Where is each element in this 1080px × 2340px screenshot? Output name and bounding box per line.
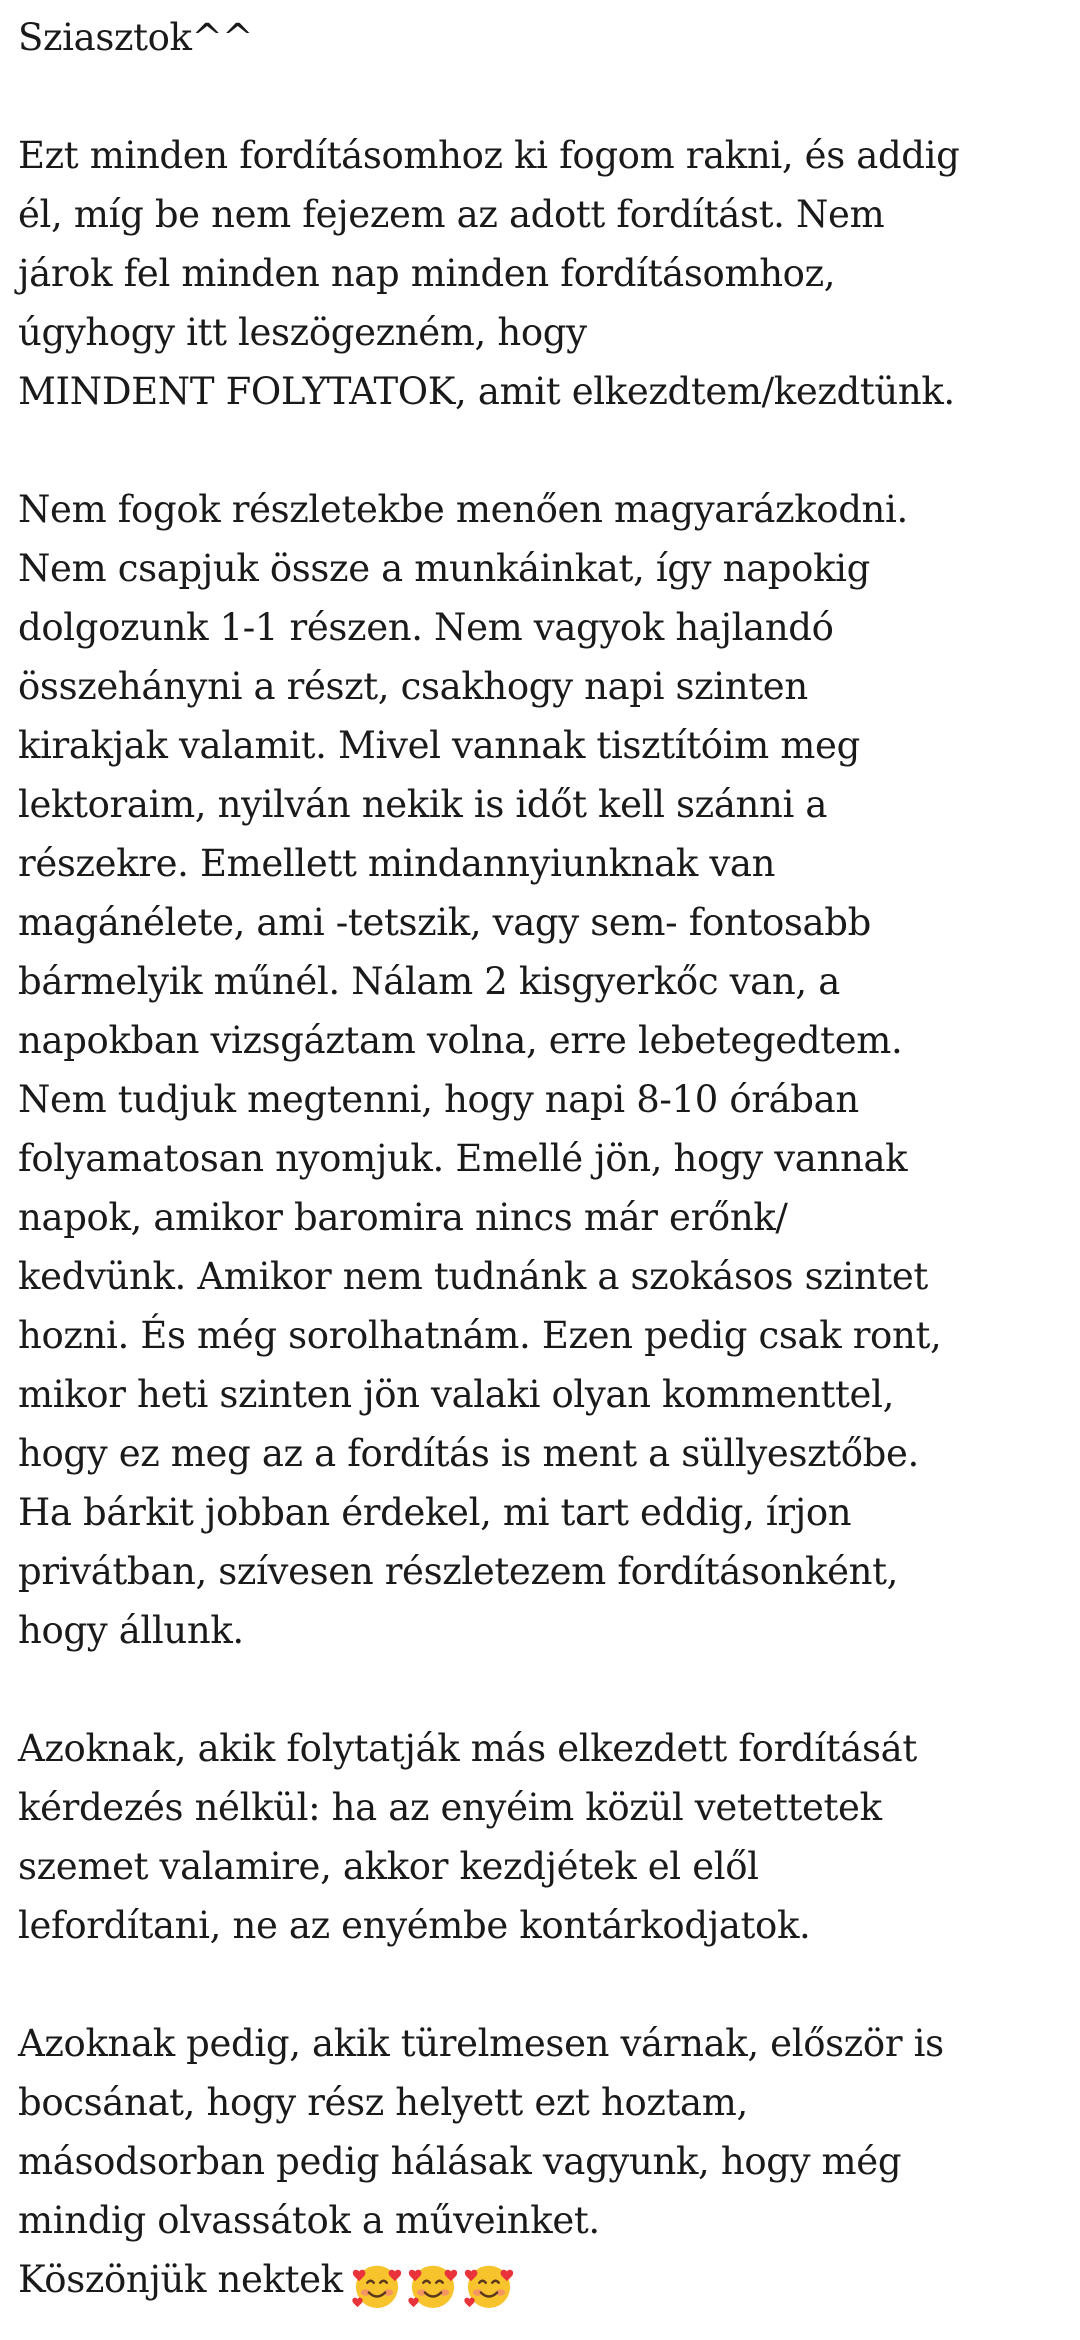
paragraph-line: mikor heti szinten jön valaki olyan kommenttel, bbox=[18, 1373, 894, 1416]
document-body bbox=[18, 8, 1068, 2309]
greeting: Sziasztok^^ bbox=[18, 16, 253, 59]
paragraph-line: kérdezés nélkül: ha az enyéim közül vetettetek bbox=[18, 1786, 882, 1829]
paragraph-line: kirakjak valamit. Mivel vannak tisztítóim meg bbox=[18, 724, 860, 767]
paragraph-gap bbox=[18, 67, 1068, 126]
paragraph-line: Nem csapjuk össze a munkáinkat, így napokig bbox=[18, 547, 870, 590]
paragraph-line: lektoraim, nyilván nekik is időt kell szánni a bbox=[18, 783, 828, 826]
paragraph-2 bbox=[18, 480, 1068, 1660]
paragraph-line: bocsánat, hogy rész helyett ezt hoztam, bbox=[18, 2081, 748, 2124]
closing-text: Köszönjük nektek bbox=[18, 2258, 343, 2301]
paragraph-gap bbox=[18, 1955, 1068, 2014]
paragraph-1 bbox=[18, 126, 1068, 421]
paragraph-line: Ha bárkit jobban érdekel, mi tart eddig, írjon bbox=[18, 1491, 852, 1534]
closing-line bbox=[18, 2250, 1068, 2309]
paragraph-line: Nem tudjuk megtenni, hogy napi 8-10 órában bbox=[18, 1078, 859, 1121]
paragraph-3 bbox=[18, 1719, 1068, 1955]
paragraph-line: hogy ez meg az a fordítás is ment a süllyesztőbe. bbox=[18, 1432, 919, 1475]
paragraph-line: járok fel minden nap minden fordításomhoz, bbox=[18, 252, 836, 295]
paragraph-line: hogy állunk. bbox=[18, 1609, 244, 1652]
paragraph-line: hozni. És még sorolhatnám. Ezen pedig csak ront, bbox=[18, 1314, 942, 1357]
paragraph-gap bbox=[18, 421, 1068, 480]
paragraph-line: úgyhogy itt leszögezném, hogy bbox=[18, 311, 587, 354]
paragraph-line: Ezt minden fordításomhoz ki fogom rakni, és addig bbox=[18, 134, 960, 177]
paragraph-line: összehányni a részt, csakhogy napi szinten bbox=[18, 665, 808, 708]
paragraph-line: folyamatosan nyomjuk. Emellé jön, hogy vannak bbox=[18, 1137, 908, 1180]
paragraph-line: magánélete, ami -tetszik, vagy sem- fontosabb bbox=[18, 901, 871, 944]
paragraph-line: privátban, szívesen részletezem fordításonként, bbox=[18, 1550, 899, 1593]
smiling-face-with-hearts-icon bbox=[351, 2260, 403, 2312]
paragraph-line: Nem fogok részletekbe menően magyarázkodni. bbox=[18, 488, 908, 531]
paragraph-4 bbox=[18, 2014, 1068, 2250]
paragraph-line: Azoknak pedig, akik türelmesen várnak, először is bbox=[18, 2022, 944, 2065]
paragraph-line: másodsorban pedig hálásak vagyunk, hogy még bbox=[18, 2140, 902, 2183]
paragraph-gap bbox=[18, 1660, 1068, 1719]
paragraph-line: bármelyik műnél. Nálam 2 kisgyerkőc van, a bbox=[18, 960, 840, 1003]
paragraph-line: él, míg be nem fejezem az adott fordítást. Nem bbox=[18, 193, 885, 236]
paragraph-line: kedvünk. Amikor nem tudnánk a szokásos szintet bbox=[18, 1255, 928, 1298]
emoji-row bbox=[351, 2253, 519, 2312]
smiling-face-with-hearts-icon bbox=[463, 2260, 515, 2312]
paragraph-line: mindig olvassátok a műveinket. bbox=[18, 2199, 600, 2242]
paragraph-line: szemet valamire, akkor kezdjétek el elől bbox=[18, 1845, 759, 1888]
paragraph-line: MINDENT FOLYTATOK, amit elkezdtem/kezdtünk. bbox=[18, 370, 955, 413]
paragraph-line: dolgozunk 1-1 részen. Nem vagyok hajlandó bbox=[18, 606, 834, 649]
smiling-face-with-hearts-icon bbox=[407, 2260, 459, 2312]
paragraph-line: részekre. Emellett mindannyiunknak van bbox=[18, 842, 776, 885]
paragraph-line: Azoknak, akik folytatják más elkezdett fordítását bbox=[18, 1727, 917, 1770]
paragraph-line: napokban vizsgáztam volna, erre lebetegedtem. bbox=[18, 1019, 903, 1062]
paragraph-line: lefordítani, ne az enyémbe kontárkodjatok. bbox=[18, 1904, 811, 1947]
paragraph-line: napok, amikor baromira nincs már erőnk/ bbox=[18, 1196, 788, 1239]
